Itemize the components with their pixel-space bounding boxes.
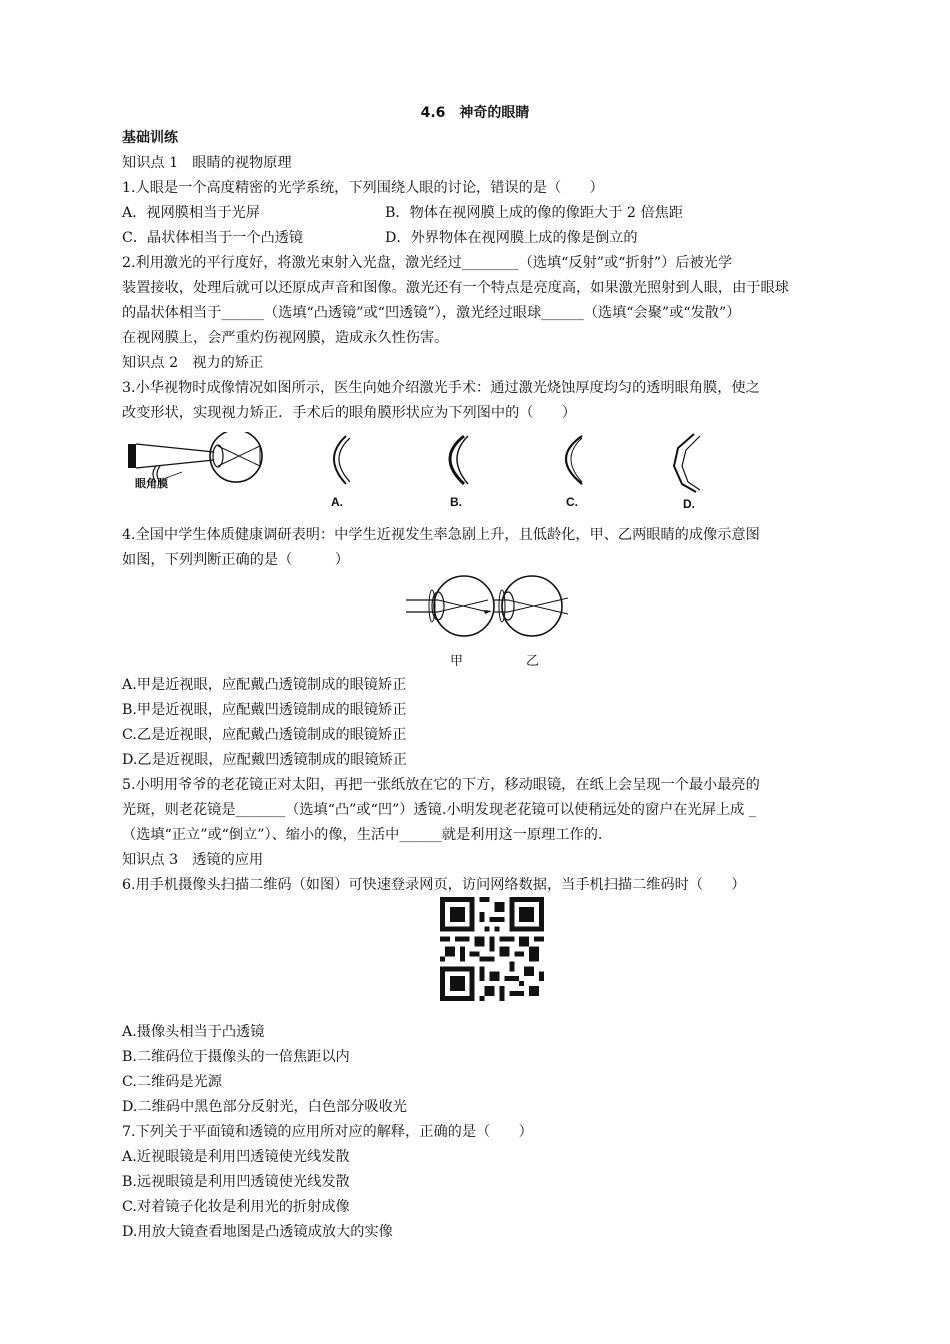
q5-line-3: （选填“正立”或“倒立”）、缩小的像，生活中______就是利用这一原理工作的. (122, 827, 603, 843)
eye-comparison-figure (404, 570, 574, 650)
option-d-label: D. (683, 497, 695, 511)
q4-option-d: D.乙是近视眼，应配戴凹透镜制成的眼镜矫正 (122, 752, 407, 768)
q4-line-2: 如图，下列判断正确的是（ ） (122, 552, 350, 568)
q1-option-d: D．外界物体在视网膜上成的像是倒立的 (385, 230, 638, 246)
knowledge-point-3: 知识点 3 透镜的应用 (122, 852, 264, 868)
figure-label-jia: 甲 (450, 654, 464, 669)
q4-option-b: B.甲是近视眼，应配戴凹透镜制成的眼镜矫正 (122, 702, 407, 718)
section-heading: 基础训练 (122, 130, 178, 146)
knowledge-point-2: 知识点 2 视力的矫正 (122, 355, 264, 371)
q6-option-a: A.摄像头相当于凸透镜 (122, 1024, 265, 1040)
cornea-option-a-shape (316, 432, 356, 492)
q6-stem: 6.用手机摄像头扫描二维码（如图）可快速登录网页，访问网络数据，当手机扫描二维码时（ ） (122, 877, 746, 893)
cornea-label: 眼角膜 (135, 478, 168, 490)
q7-option-c: C.对着镜子化妆是利用光的折射成像 (122, 1199, 350, 1215)
cornea-option-b-shape (434, 432, 474, 492)
q1-option-a: A．视网膜相当于光屏 (122, 205, 260, 221)
q5-line-2: 光斑，则老花镜是_______（选填“凸”或“凹”）透镜.小明发现老花镜可以使稍远处的窗户在光屏上成 _ (122, 802, 756, 818)
option-b-label: B. (450, 495, 462, 509)
q1-option-b: B．物体在视网膜上成的像的像距大于 2 倍焦距 (385, 205, 684, 221)
q6-option-d: D.二维码中黑色部分反射光，白色部分吸收光 (122, 1099, 407, 1115)
q4-option-c: C.乙是近视眼，应配戴凸透镜制成的眼镜矫正 (122, 727, 407, 743)
q4-line-1: 4.全国中学生体质健康调研表明：中学生近视发生率急剧上升，且低龄化，甲、乙两眼睛的成像示意图 (122, 527, 760, 543)
q3-line-1: 3.小华视物时成像情况如图所示，医生向她介绍激光手术：通过激光烧蚀厚度均匀的透明眼角膜，使之 (122, 380, 760, 396)
page-title: 4.6 神奇的眼睛 (420, 105, 530, 121)
option-a-label: A. (331, 495, 343, 509)
q2-line-3: 的晶状体相当于______（选填“凸透镜”或“凹透镜”），激光经过眼球______（选填“会聚”或“发散”） (122, 305, 741, 321)
knowledge-point-1: 知识点 1 眼睛的视物原理 (122, 155, 292, 171)
cornea-option-c-shape (550, 432, 590, 492)
q7-option-d: D.用放大镜查看地图是凸透镜成放大的实像 (122, 1224, 393, 1240)
q2-line-4: 在视网膜上，会严重灼伤视网膜，造成永久性伤害。 (122, 330, 449, 346)
cornea-option-d-shape (664, 430, 712, 496)
q6-option-c: C.二维码是光源 (122, 1074, 222, 1090)
q7-option-a: A.近视眼镜是利用凹透镜使光线发散 (122, 1149, 350, 1165)
q7-option-b: B.远视眼镜是利用凹透镜使光线发散 (122, 1174, 350, 1190)
qr-code-image (440, 897, 544, 1001)
q1-stem: 1.人眼是一个高度精密的光学系统，下列围绕人眼的讨论，错误的是（ ） (122, 180, 604, 196)
q2-line-1: 2.利用激光的平行度好，将激光束射入光盘，激光经过________（选填“反射”或“折射”）后被光学 (122, 255, 733, 271)
q4-option-a: A.甲是近视眼，应配戴凸透镜制成的眼镜矫正 (122, 677, 407, 693)
option-c-label: C. (566, 495, 578, 509)
q5-line-1: 5.小明用爷爷的老花镜正对太阳，再把一张纸放在它的下方，移动眼镜，在纸上会呈现一个最小最亮的 (122, 777, 760, 793)
q3-line-2: 改变形状，实现视力矫正．手术后的眼角膜形状应为下列图中的（ ） (122, 405, 577, 421)
q6-option-b: B.二维码位于摄像头的一倍焦距以内 (122, 1049, 350, 1065)
q1-option-c: C．晶状体相当于一个凸透镜 (122, 230, 304, 246)
eye-cornea-figure (126, 432, 272, 502)
q7-stem: 7.下列关于平面镜和透镜的应用所对应的解释，正确的是（ ） (122, 1124, 533, 1140)
figure-label-yi: 乙 (526, 654, 540, 669)
q2-line-2: 装置接收，处理后就可以还原成声音和图像。激光还有一个特点是亮度高，如果激光照射到人眼，由于眼球 (122, 280, 789, 296)
